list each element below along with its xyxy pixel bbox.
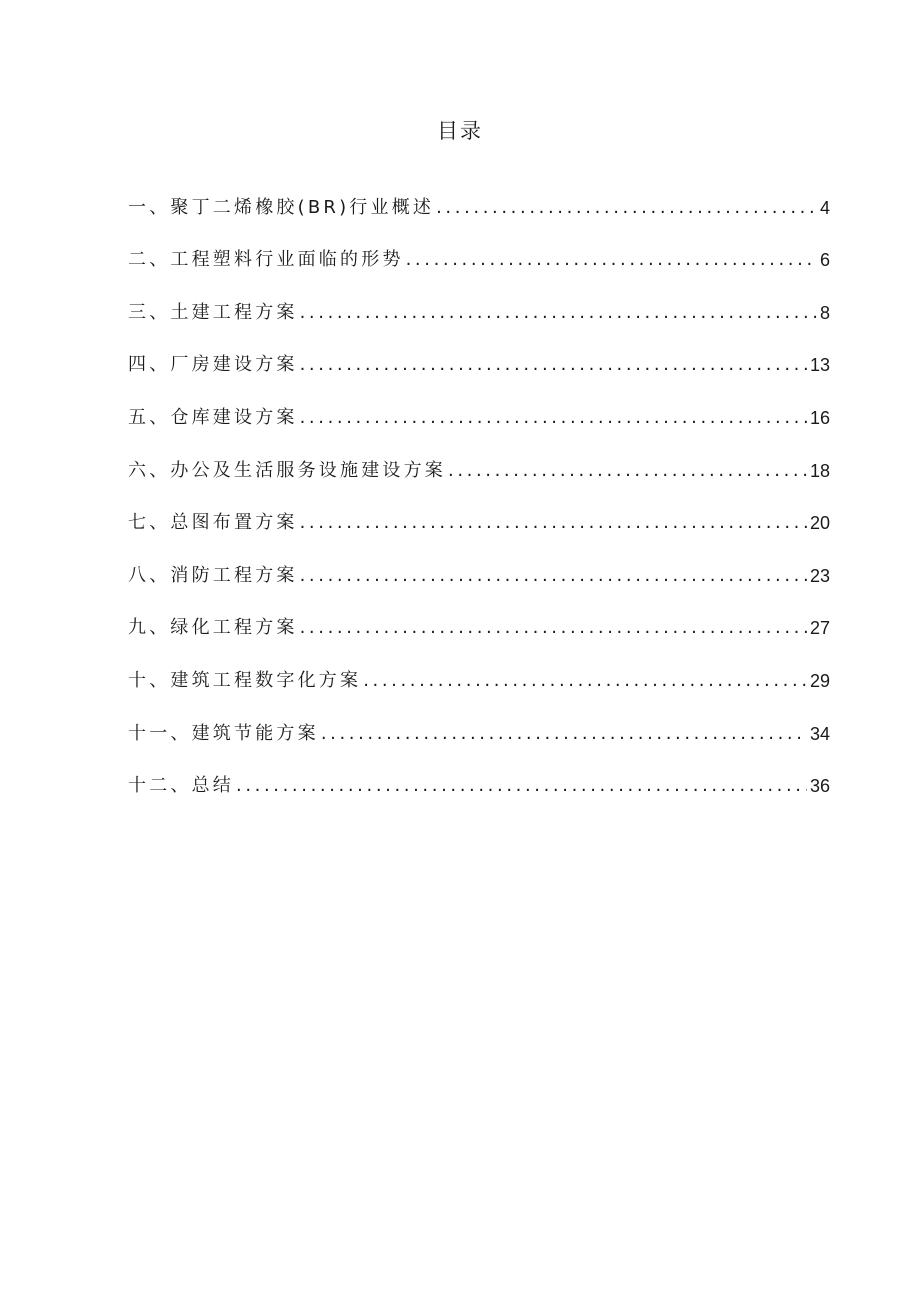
toc-dot-leader bbox=[406, 245, 817, 275]
toc-title: 目录 bbox=[437, 119, 483, 143]
toc-dot-leader bbox=[300, 561, 807, 591]
toc-entry-label: 五、仓库建设方案 bbox=[128, 406, 298, 428]
toc-entry-page-number: 4 bbox=[819, 197, 830, 218]
toc-entry-label: 十二、总结 bbox=[128, 775, 234, 797]
toc-entry-page-number: 34 bbox=[809, 723, 830, 744]
toc-dot-leader bbox=[300, 298, 817, 328]
toc-entry-page-number: 20 bbox=[809, 513, 830, 534]
toc-entry-page-number: 13 bbox=[809, 355, 830, 376]
toc-entry-page-number: 6 bbox=[819, 250, 830, 271]
toc-dot-leader bbox=[363, 666, 807, 696]
toc-entry-2[interactable] bbox=[128, 231, 830, 284]
toc-entry-3[interactable] bbox=[128, 283, 830, 336]
toc-entry-label: 一、聚丁二烯橡胶(BR)行业概述 bbox=[128, 196, 435, 218]
toc-entry-4[interactable] bbox=[128, 336, 830, 389]
toc-entry-page-number: 18 bbox=[809, 460, 830, 481]
toc-entry-7[interactable] bbox=[128, 494, 830, 547]
toc-dot-leader bbox=[436, 193, 817, 223]
toc-entry-page-number: 16 bbox=[809, 407, 830, 428]
toc-entry-1[interactable] bbox=[128, 178, 830, 231]
toc-entry-label: 十一、建筑节能方案 bbox=[128, 722, 319, 744]
toc-entry-label: 八、消防工程方案 bbox=[128, 564, 298, 586]
toc-entry-12[interactable] bbox=[128, 757, 830, 810]
toc-entry-11[interactable] bbox=[128, 704, 830, 757]
toc-entry-label: 十、建筑工程数字化方案 bbox=[128, 669, 362, 691]
toc-entry-page-number: 8 bbox=[819, 302, 830, 323]
toc-dot-leader bbox=[236, 771, 807, 801]
toc-entry-label: 九、绿化工程方案 bbox=[128, 617, 298, 639]
toc-entry-page-number: 27 bbox=[809, 618, 830, 639]
toc-dot-leader bbox=[448, 456, 807, 486]
toc-entry-5[interactable] bbox=[128, 388, 830, 441]
toc-entry-8[interactable] bbox=[128, 546, 830, 599]
toc-dot-leader bbox=[321, 719, 807, 749]
toc-entry-page-number: 36 bbox=[809, 776, 830, 797]
toc-entry-label: 六、办公及生活服务设施建设方案 bbox=[128, 459, 446, 481]
toc-entry-page-number: 23 bbox=[809, 565, 830, 586]
toc-entry-label: 二、工程塑料行业面临的形势 bbox=[128, 249, 404, 271]
toc-dot-leader bbox=[300, 403, 807, 433]
toc-entry-6[interactable] bbox=[128, 441, 830, 494]
toc-dot-leader bbox=[300, 508, 807, 538]
toc-entry-label: 七、总图布置方案 bbox=[128, 512, 298, 534]
toc-entry-10[interactable] bbox=[128, 651, 830, 704]
toc-entry-9[interactable] bbox=[128, 599, 830, 652]
toc-entry-label: 三、土建工程方案 bbox=[128, 301, 298, 323]
toc-dot-leader bbox=[300, 350, 807, 380]
toc-dot-leader bbox=[300, 613, 807, 643]
toc-entry-page-number: 29 bbox=[809, 670, 830, 691]
table-of-contents bbox=[128, 178, 830, 809]
toc-entry-label: 四、厂房建设方案 bbox=[128, 354, 298, 376]
